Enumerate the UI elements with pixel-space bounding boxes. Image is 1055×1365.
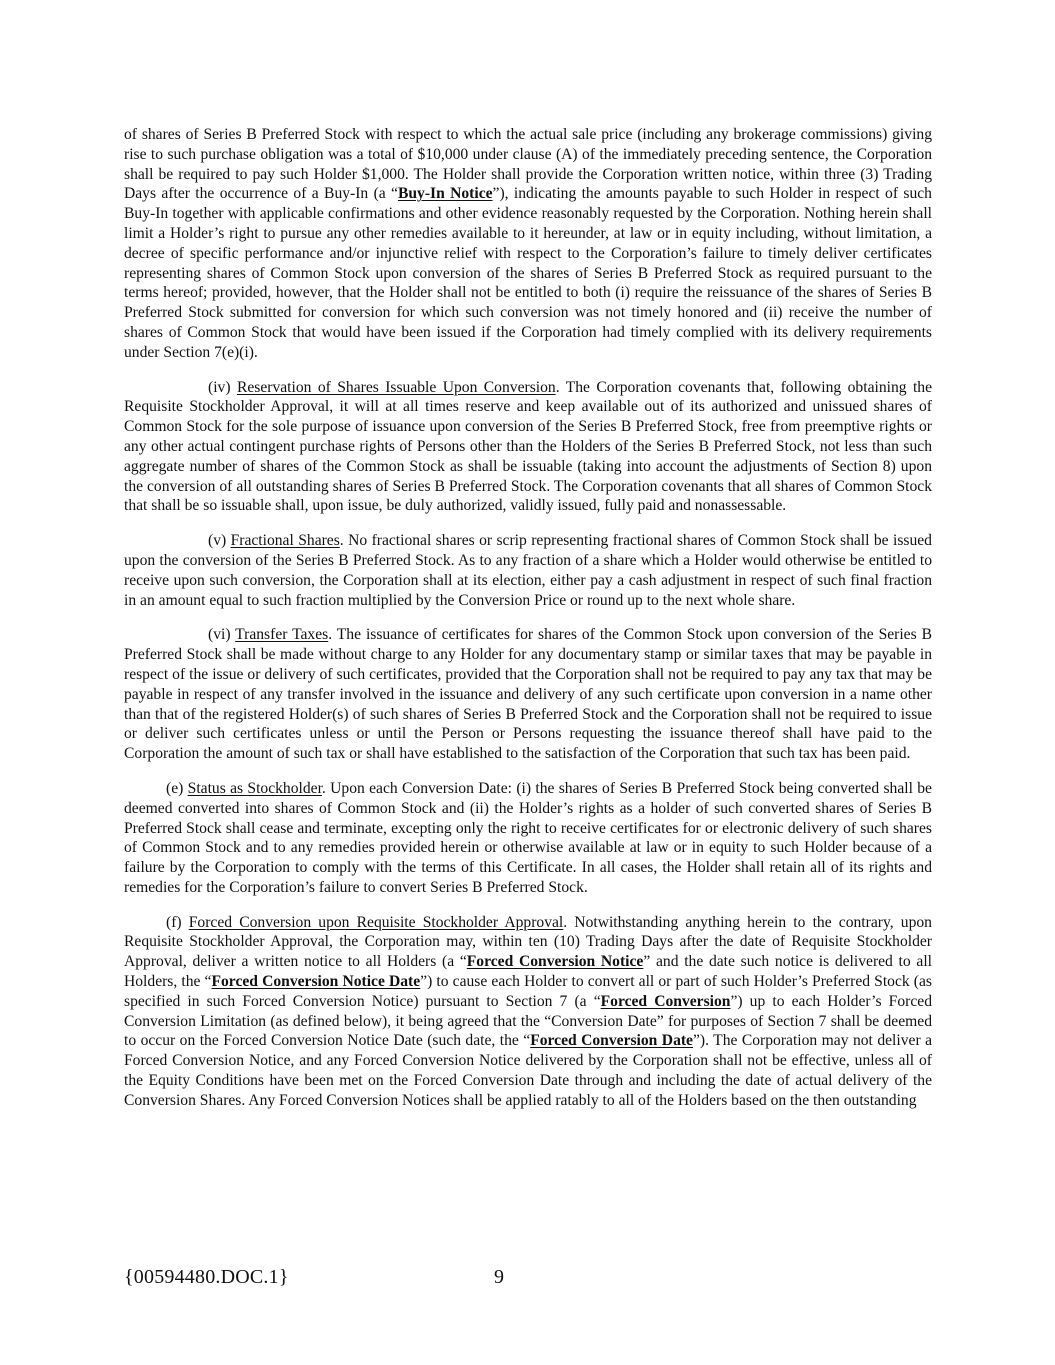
section-number: (v) [208, 532, 231, 550]
section-number: (f) [166, 913, 189, 931]
paragraph-buy-in-continuation [124, 125, 932, 363]
section-heading: Transfer Taxes [235, 626, 329, 644]
paragraph-text: ”) to cause each Holder to convert all or part of such Holder’s Preferred Stock (as specified in such Forced Conversion Notice) pursuant to Section 7 (a “ [124, 973, 932, 1010]
paragraph-text: ”), indicating the amounts payable to such Holder in respect of such Buy-In together with applicable confirmations and other evidence reasonably requested by the Corporation. Nothing herein shall limit a Holder’s right to pursue any other remedies available to it hereunder, at law or in equity including, without limitation, a decree of specific performance and/or injunctive relief with respect to the Corporation’s failure to timely deliver certificates representing shares of Common Stock upon conversion of the shares of Series B Preferred Stock as required pursuant to the terms hereof; provided, however, that the Holder shall not be entitled to both (i) require the reissuance of the shares of Series B Preferred Stock submitted for conversion for which such conversion was not timely honored and (ii) receive the number of shares of Common Stock that would have been issued if the Corporation had timely complied with its delivery requirements under Section 7(e)(i). [124, 185, 932, 361]
paragraph-text: of shares of Series B Preferred Stock with respect to which the actual sale price (including any brokerage commissions) giving rise to such purchase obligation was a total of $10,000 under clause (A) of the immediately preceding sentence, the Corporation shall be required to pay such Holder $1,000. The Holder shall provide the Corporation written notice, within three (3) Trading Days after the occurrence of a Buy-In (a “ [124, 126, 932, 203]
paragraph-reservation-of-shares [124, 378, 932, 517]
section-number: (iv) [208, 378, 237, 396]
paragraph-text: . No fractional shares or scrip representing fractional shares of Common Stock shall be issued upon the conversion of the Series B Preferred Stock. As to any fraction of a share which a Holder would otherwise be entitled to receive upon such conversion, the Corporation shall at its election, either pay a cash adjustment in respect of such final fraction in an amount equal to such fraction multiplied by the Conversion Price or round up to the next whole share. [124, 532, 932, 609]
paragraph-transfer-taxes [124, 625, 932, 764]
paragraph-text: ” and the date such notice is delivered to all Holders, the “ [124, 953, 932, 991]
section-heading: Forced Conversion upon Requisite Stockholder Approval [188, 913, 564, 931]
defined-term-forced-conversion: Forced Conversion [600, 992, 731, 1010]
footer-document-id: {00594480.DOC.1} [124, 1266, 289, 1288]
section-number: (vi) [208, 626, 236, 644]
paragraph-text: . The issuance of certificates for shares of the Common Stock upon conversion of the Series B Preferred Stock shall be made without charge to any Holder for any documentary stamp or similar taxes that may be payable in respect of the issue or delivery of such certificates, provided that the Corporation shall not be required to pay any tax that may be payable in respect of any transfer involved in the issuance and delivery of any such certificate upon conversion in a name other than that of the registered Holder(s) of such shares of Series B Preferred Stock and the Corporation shall not be required to issue or deliver such certificates unless or until the Person or Persons requesting the issuance thereof shall have paid to the Corporation the amount of such tax or shall have established to the satisfaction of the Corporation that such tax has been paid. [124, 626, 932, 763]
document-body [124, 125, 932, 1126]
paragraph-text: ”). The Corporation may not deliver a Forced Conversion Notice, and any Forced Conversion Notice delivered by the Corporation shall not be effective, unless all of the Equity Conditions have been met on the Forced Conversion Date through and including the date of actual delivery of the Conversion Shares. Any Forced Conversion Notices shall be applied ratably to all of the Holders based on the then outstanding [124, 1032, 933, 1109]
section-heading: Fractional Shares [230, 532, 340, 550]
defined-term-forced-conversion-notice-date: Forced Conversion Notice Date [211, 973, 421, 991]
paragraph-fractional-shares [124, 531, 932, 610]
section-number: (e) [166, 779, 188, 797]
section-heading: Status as Stockholder [187, 779, 322, 797]
defined-term-forced-conversion-notice: Forced Conversion Notice [466, 953, 644, 971]
section-heading: Reservation of Shares Issuable Upon Conversion [236, 378, 556, 396]
paragraph-forced-conversion [124, 913, 932, 1111]
defined-term-buy-in-notice: Buy-In Notice [397, 185, 493, 203]
paragraph-status-as-stockholder [124, 779, 932, 898]
paragraph-text: ”) up to each Holder’s Forced Conversion Limitation (as defined below), it being agreed that the “Conversion Date” for purposes of Section 7 shall be deemed to occur on the Forced Conversion Notice Date (such date, the “ [124, 992, 932, 1050]
paragraph-text: . Upon each Conversion Date: (i) the shares of Series B Preferred Stock being converted shall be deemed converted into shares of Common Stock and (ii) the Holder’s rights as a holder of such converted shares of Series B Preferred Stock shall cease and terminate, excepting only the right to receive certificates for or electronic delivery of such shares of Common Stock and to any remedies provided herein or otherwise available at law or in equity to such Holder because of a failure by the Corporation to comply with the terms of this Certificate. In all cases, the Holder shall retain all of its rights and remedies for the Corporation’s failure to convert Series B Preferred Stock. [124, 779, 932, 896]
paragraph-text: . The Corporation covenants that, following obtaining the Requisite Stockholder Approval, it will at all times reserve and keep available out of its authorized and unissued shares of Common Stock for the sole purpose of issuance upon conversion of the Series B Preferred Stock, free from preemptive rights or any other actual contingent purchase rights of Persons other than the Holders of the Series B Preferred Stock, not less than such aggregate number of shares of the Common Stock as shall be issuable (taking into account the adjustments of Section 8) upon the conversion of all outstanding shares of Series B Preferred Stock. The Corporation covenants that all shares of Common Stock that shall be so issuable shall, upon issue, be duly authorized, validly issued, fully paid and nonassessable. [124, 378, 933, 515]
defined-term-forced-conversion-date: Forced Conversion Date [530, 1032, 693, 1050]
footer-page-number: 9 [494, 1266, 504, 1288]
paragraph-text: . Notwithstanding anything herein to the contrary, upon Requisite Stockholder Approval, the Corporation may, within ten (10) Trading Days after the date of Requisite Stockholder Approval, deliver a written notice to all Holders (a “ [124, 913, 932, 971]
